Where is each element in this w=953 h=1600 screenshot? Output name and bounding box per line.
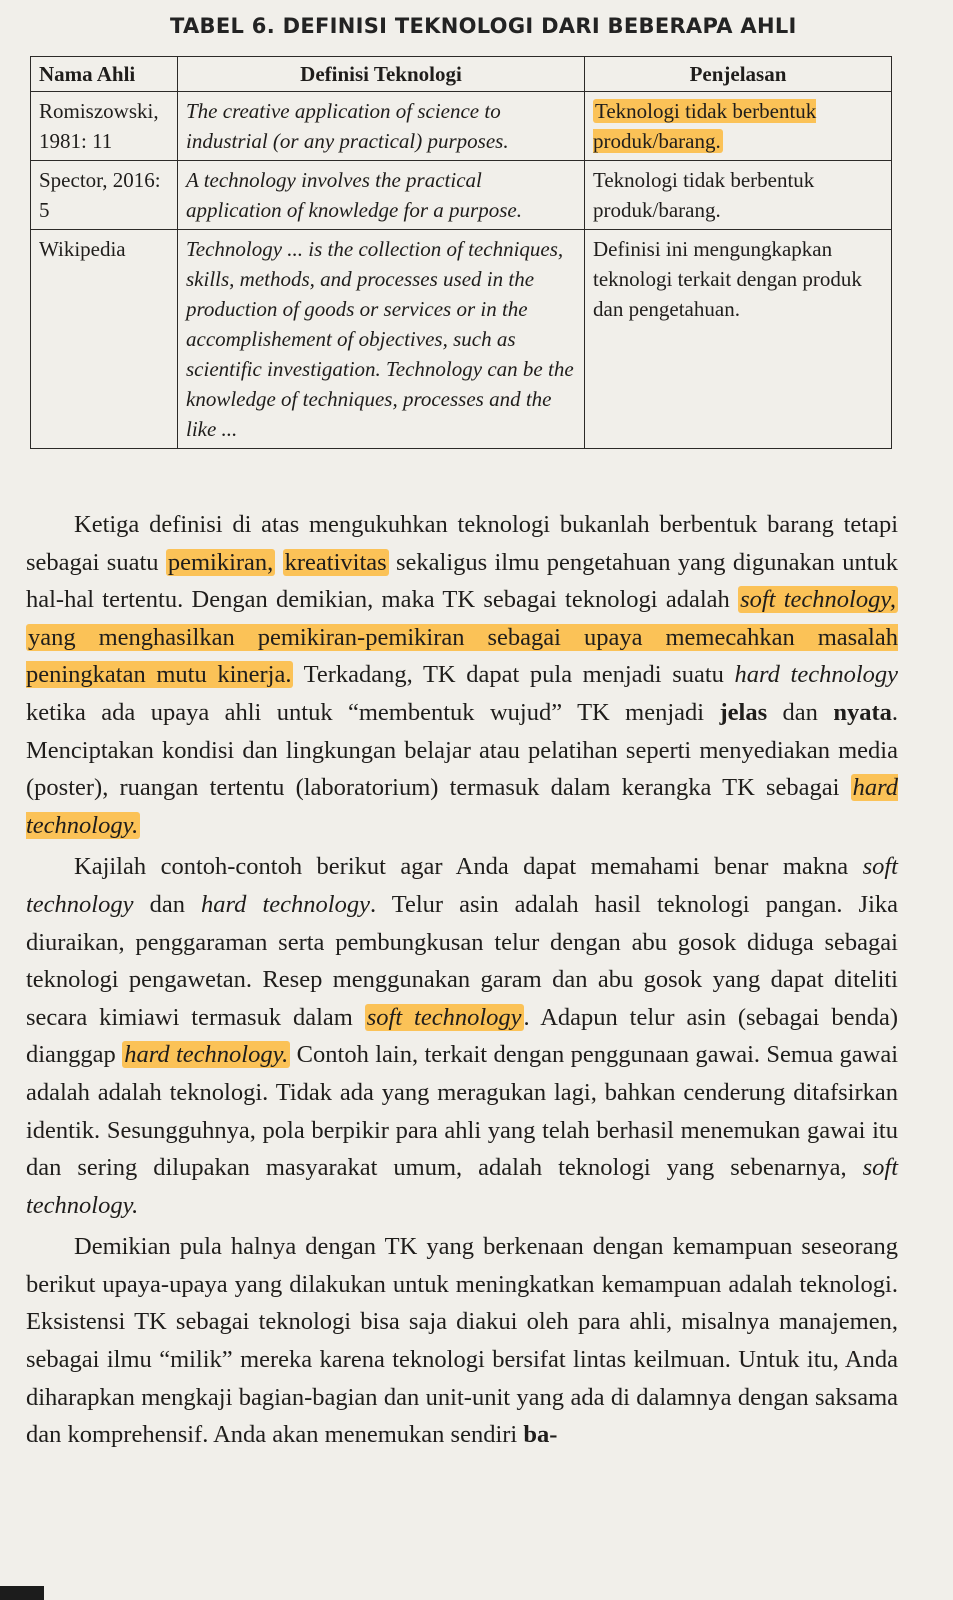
text-run: dan (782, 698, 818, 726)
paragraph-2 (26, 848, 898, 1224)
text-run: Ketiga definisi di atas mengukuhkan teknologi bukanlah berbentuk barang tetapi sebagai suatu (26, 511, 898, 576)
highlight: pemikiran, (167, 548, 274, 576)
text-run: Demikian pula halnya dengan TK yang berkenaan dengan kemampuan seseorang berikut upaya-upaya yang dilakukan untuk meningkatkan kemampuan adalah teknologi. Eksistensi TK sebagai teknologi bisa saja diakui oleh para ahli, misalnya manajemen, sebagai ilmu “milik” mereka karena teknologi bersifat lintas keilmuan. Untuk itu, Anda diharapkan mengkaji bagian-bagian dan unit-unit yang ada di dalamnya dengan saksama dan komprehensif. Anda akan menemukan sendiri (26, 1233, 898, 1449)
italic-term: hard technology (734, 661, 898, 689)
table-row (31, 92, 892, 161)
highlight: hard technology. (26, 774, 899, 839)
paragraph-1 (26, 506, 898, 844)
text-run: dan (149, 890, 185, 918)
highlight: hard technology. (124, 1041, 289, 1069)
row-explanation: Definisi ini mengungkapkan teknologi terkait dengan produk dan pengetahuan. (585, 230, 892, 449)
row-definition: The creative application of science to industrial (or any practical) purposes. (178, 92, 585, 161)
highlight: soft technology, (740, 586, 896, 614)
header-nama-ahli: Nama Ahli (31, 57, 178, 92)
row-name: Romiszowski, 1981: 11 (31, 92, 178, 161)
text-run: Kajilah contoh-contoh berikut agar Anda dapat memahami benar makna (74, 853, 849, 881)
text-run: ketika ada upaya ahli untuk “membentuk wujud” TK menjadi (26, 698, 705, 726)
body-text (26, 506, 898, 1458)
paragraph-3 (26, 1228, 898, 1454)
bold-term: ba- (523, 1421, 558, 1449)
text-run: . Adapun telur asin (sebagai benda) dianggap (26, 1003, 899, 1069)
definitions-table (30, 56, 892, 449)
row-definition: A technology involves the practical application of knowledge for a purpose. (178, 161, 585, 230)
text-run: Terkadang, TK dapat pula menjadi suatu (303, 661, 724, 689)
text-run: . Menciptakan kondisi dan lingkungan belajar atau pelatihan seperti menyediakan media (poster), ruangan tertentu (laboratorium) termasuk dalam kerangka TK sebagai (26, 698, 898, 802)
highlight: soft technology (366, 1003, 522, 1031)
header-penjelasan: Penjelasan (585, 57, 892, 92)
row-definition: Technology ... is the collection of techniques, skills, methods, and processes used in the production of goods or services or in the accomplishement of objectives, such as scientific investigation. Technology can be the knowledge of techniques, processes and the like ... (178, 230, 585, 449)
table-header-row (31, 57, 892, 92)
text-run: . Telur asin adalah hasil teknologi pangan. Jika diuraikan, penggaraman serta pembungkusan telur dengan abu gosok diduga sebagai teknologi pengawetan. Resep menggunakan garam dan abu gosok yang dapat diteliti secara kimiawi termasuk dalam (26, 890, 899, 1031)
row-explanation: Teknologi tidak berbentuk produk/barang. (585, 161, 892, 230)
table-row (31, 161, 892, 230)
italic-term: hard technology (201, 890, 370, 918)
highlighted-explanation: Teknologi tidak berbentuk produk/barang. (593, 99, 817, 153)
text-run: sekaligus ilmu pengetahuan yang digunakan untuk hal-hal tertentu. Dengan demikian, maka TK sebagai teknologi adalah (26, 548, 899, 614)
row-name: Wikipedia (31, 230, 178, 449)
highlight: kreativitas (284, 548, 387, 576)
text-run: Contoh lain, terkait dengan penggunaan gawai. Semua gawai adalah adalah teknologi. Tidak ada yang meragukan lagi, bahkan cenderung ditafsirkan identik. Sesungguhnya, pola berpikir para ahli yang telah berhasil menemukan gawai itu dan sering dilupakan masyarakat umum, adalah teknologi yang sebenarnya, (26, 1041, 899, 1182)
table-row (31, 230, 892, 449)
italic-term: soft technology. (26, 1154, 899, 1219)
table-caption: TABEL 6. DEFINISI TEKNOLOGI DARI BEBERAPA AHLI (170, 14, 797, 38)
page-edge-shadow (0, 1586, 44, 1600)
italic-term: soft technology (26, 853, 898, 918)
bold-term: nyata (833, 698, 892, 726)
highlight: yang menghasilkan pemikiran-pemikiran sebagai upaya memecahkan masalah peningkatan mutu kinerja. (26, 623, 898, 689)
header-definisi-teknologi: Definisi Teknologi (178, 57, 585, 92)
bold-term: jelas (719, 698, 768, 726)
row-explanation (585, 92, 892, 161)
row-name: Spector, 2016: 5 (31, 161, 178, 230)
